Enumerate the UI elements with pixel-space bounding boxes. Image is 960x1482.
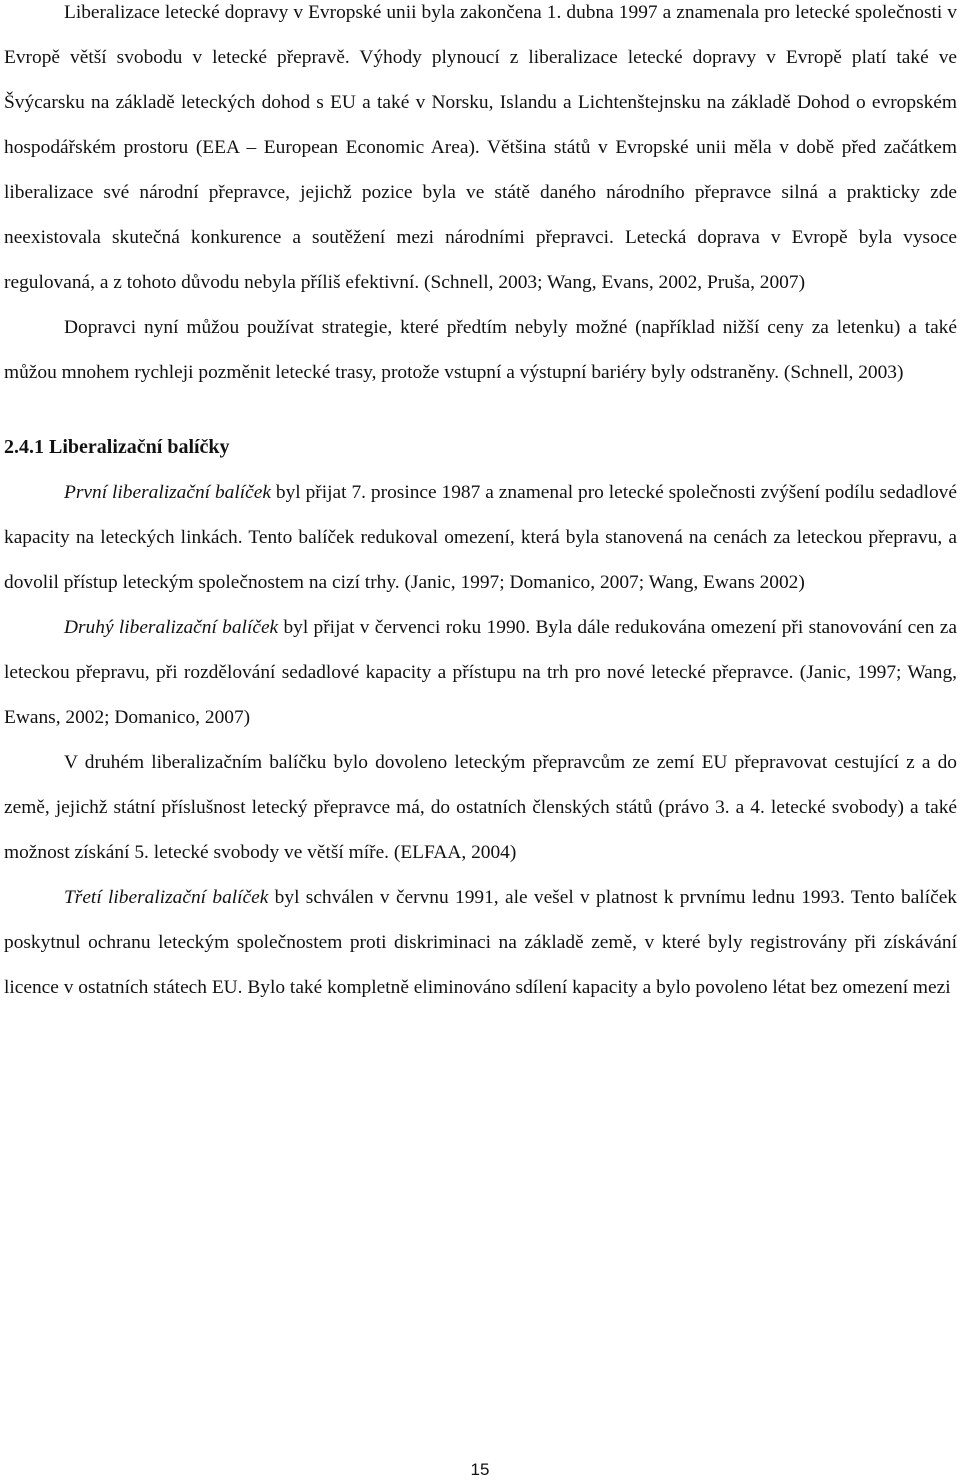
third-package-text: byl schválen v červnu 1991, ale vešel v platnost k prvnímu lednu 1993. Tento balíček poskytnul ochranu leteckým společnostem proti diskriminaci na základě země, v které byly registrovány při získávání licence v ostatních státech EU. Bylo také kompletně eliminováno sdílení kapacity a bylo povoleno létat bez omezení mezi [4, 887, 957, 998]
page-number: 15 [470, 1460, 490, 1479]
paragraph-second-package [4, 605, 957, 740]
third-package-name: Třetí liberalizační balíček [64, 887, 269, 908]
first-package-name: První liberalizační balíček [64, 482, 271, 503]
second-package-name: Druhý liberalizační balíček [64, 617, 279, 638]
second-package-text: byl přijat v červenci roku 1990. Byla dále redukována omezení při stanovování cen za leteckou přepravu, při rozdělování sedadlové kapacity a přístupu na trh pro nové letecké přepravce. (Janic, 1997; Wang, Ewans, 2002; Domanico, 2007) [4, 617, 957, 728]
document-page [4, 0, 957, 1010]
paragraph-first-package [4, 470, 957, 605]
paragraph-third-package [4, 875, 957, 1010]
first-package-text: byl přijat 7. prosince 1987 a znamenal pro letecké společnosti zvýšení podílu sedadlové kapacity na leteckých linkách. Tento balíček redukoval omezení, která byla stanovená na cenách za leteckou přepravu, a dovolil přístup leteckým společnostem na cizí trhy. (Janic, 1997; Domanico, 2007; Wang, Ewans 2002) [4, 482, 957, 593]
paragraph-carriers-strategies: Dopravci nyní můžou používat strategie, které předtím nebyly možné (například nižší ceny za letenku) a také můžou mnohem rychleji pozměnit letecké trasy, protože vstupní a výstupní bariéry byly odstraněny. (Schnell, 2003) [4, 317, 957, 383]
section-heading: 2.4.1 Liberalizační balíčky [4, 436, 230, 458]
paragraph-liberalization-intro: Liberalizace letecké dopravy v Evropské unii byla zakončena 1. dubna 1997 a znamenala pro letecké společnosti v Evropě větší svobodu v letecké přepravě. Výhody plynoucí z liberalizace letecké dopravy v Evropě platí také ve Švýcarsku na základě leteckých dohod s EU a také v Norsku, Islandu a Lichtenštejnsku na základě Dohod o evropském hospodářském prostoru (EEA – European Economic Area). Většina států v Evropské unii měla v době před začátkem liberalizace své národní přepravce, jejichž pozice byla ve státě daného národního přepravce silná a prakticky zde neexistovala skutečná konkurence a soutěžení mezi národními přepravci. Letecká doprava v Evropě byla vysoce regulovaná, a z tohoto důvodu nebyla příliš efektivní. (Schnell, 2003; Wang, Evans, 2002, Pruša, 2007) [4, 2, 957, 293]
paragraph-second-package-continued: V druhém liberalizačním balíčku bylo dovoleno leteckým přepravcům ze zemí EU přepravovat cestující z a do země, jejichž státní příslušnost letecký přepravce má, do ostatních členských států (právo 3. a 4. letecké svobody) a také možnost získání 5. letecké svobody ve větší míře. (ELFAA, 2004) [4, 752, 957, 863]
